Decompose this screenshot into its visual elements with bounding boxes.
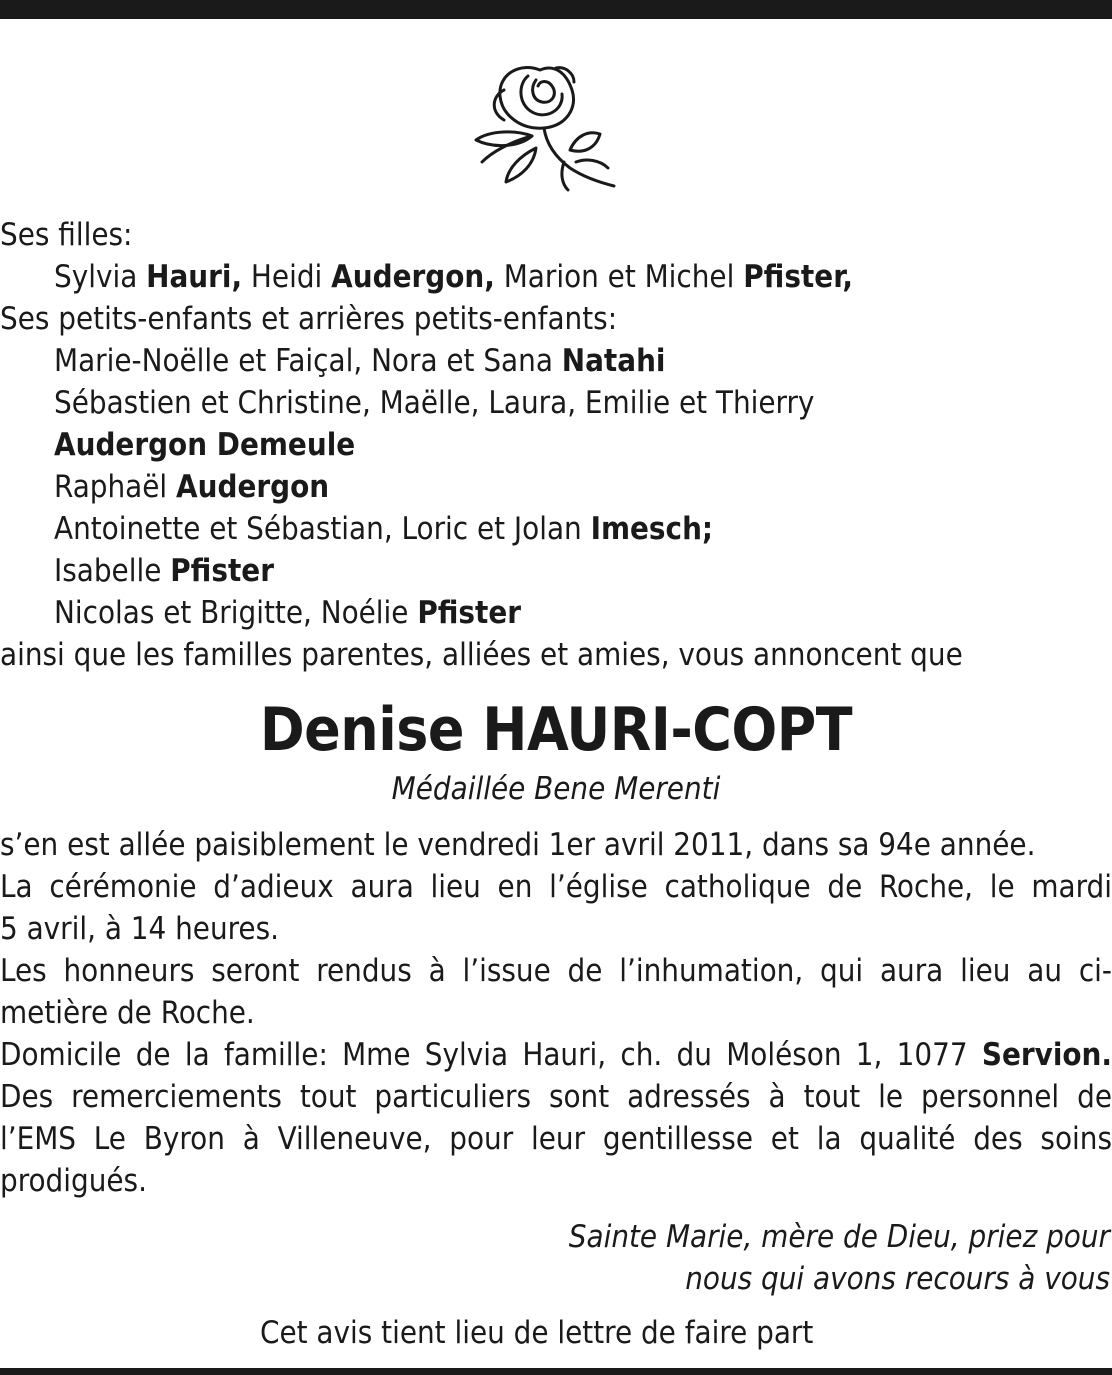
list-item-surname: Audergon (176, 469, 330, 505)
daughter-surname: Audergon, (331, 259, 495, 295)
prayer-line: nous qui avons recours à vous (685, 1261, 1110, 1297)
grandchildren-heading: Ses petits-enfants et arrières petits-enfants: (0, 301, 618, 337)
daughter-surname: Pfister, (743, 259, 853, 295)
list-item-names: Isabelle (54, 553, 171, 589)
list-item-names: Nicolas et Brigitte, Noélie (54, 595, 418, 631)
list-item (0, 424, 1112, 466)
closing-note: Cet avis tient lieu de lettre de faire part (260, 1315, 814, 1351)
announcement-text (0, 824, 1112, 1202)
announcement-line: La cérémonie d’adieux aura lieu en l’église catholique de Roche, le mardi (0, 869, 1112, 905)
announcement-line: s’en est allée paisiblement le vendredi 1er avril 2011, dans sa 94e année. (0, 827, 1036, 863)
daughter-first-name: Sylvia (54, 259, 147, 295)
list-item-names: Marie-Noëlle et Faiçal, Nora et Sana (54, 343, 562, 379)
prayer-line: Sainte Marie, mère de Dieu, priez pour (568, 1219, 1110, 1255)
list-item-surname: Audergon Demeule (54, 427, 356, 463)
list-item-surname: Pfister (170, 553, 274, 589)
announcement-line: metière de Roche. (0, 995, 255, 1031)
list-item-names: Raphaël (54, 469, 177, 505)
daughter-surname: Hauri, (146, 259, 243, 295)
announcement-line: prodigués. (0, 1163, 147, 1199)
daughters-heading: Ses filles: (0, 217, 133, 253)
list-item-names: Antoinette et Sébastian, Loric et Jolan (54, 511, 591, 547)
domicile-address: Domicile de la famille: Mme Sylvia Hauri, ch. du Moléson 1, 1077 (0, 1037, 982, 1073)
list-item-names: Sébastien et Christine, Maëlle, Laura, Emilie et Thierry (54, 385, 815, 421)
list-item (0, 508, 1112, 550)
daughter-first-name: Marion et Michel (494, 259, 744, 295)
survivors-list (0, 214, 1112, 676)
announcement-line: l’EMS Le Byron à Villeneuve, pour leur gentillesse et la qualité des soins (0, 1121, 1112, 1157)
daughters-line (0, 256, 1112, 298)
list-item (0, 382, 1112, 424)
domicile-town: Servion. (981, 1037, 1112, 1073)
bottom-border-rule (0, 1368, 1112, 1375)
domicile-line (0, 1034, 1112, 1076)
rose-icon (470, 50, 622, 192)
deceased-name: Denise HAURI-COPT (259, 695, 853, 765)
list-item (0, 550, 1112, 592)
prayer-quote (569, 1216, 1110, 1300)
daughter-first-name: Heidi (242, 259, 332, 295)
list-item (0, 466, 1112, 508)
announcement-line: Des remerciements tout particuliers sont adressés à tout le personnel de (0, 1079, 1112, 1115)
list-item-surname: Natahi (561, 343, 666, 379)
announcement-line: Les honneurs seront rendus à l’issue de l’inhumation, qui aura lieu au ci- (0, 953, 1112, 989)
list-item (0, 340, 1112, 382)
families-line: ainsi que les familles parentes, alliées et amies, vous annoncent que (0, 637, 963, 673)
list-item-surname: Pfister (417, 595, 522, 631)
list-item (0, 592, 1112, 634)
announcement-line: 5 avril, à 14 heures. (0, 911, 279, 947)
top-border-rule (0, 0, 1112, 19)
list-item-surname: Imesch; (590, 511, 714, 547)
deceased-distinction: Médaillée Bene Merenti (391, 771, 721, 807)
